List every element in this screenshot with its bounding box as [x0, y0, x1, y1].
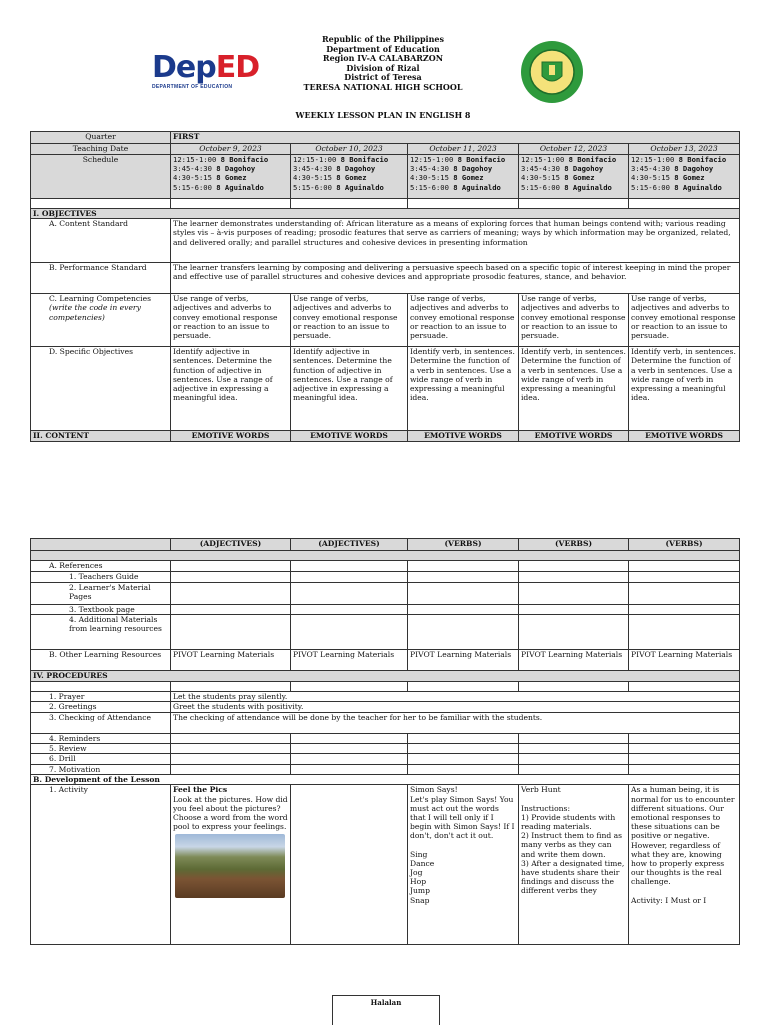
subtopic-row [31, 539, 740, 551]
quarter-row: Quarter FIRST [31, 132, 740, 144]
specific-objective-cell: Identify verb, in sentences. Determine the function of a verb in sentences. Use a wide range of verb in expressing a meaningful idea. [519, 347, 629, 431]
other-resources-row: B. Other Learning Resources PIVOT Learning Materials PIVOT Learning Materials PIVOT Learning Materials PIVOT Learning Materials PIVOT Learning Materials [31, 650, 740, 671]
quarter-value: FIRST [171, 132, 740, 144]
resource-cell: PIVOT Learning Materials [408, 650, 519, 671]
school-header: Republic of the Philippines Department of Education Region IV-A CALABARZON Division of Rizal District of Teresa TERESA NATIONAL HIGH SCHOOL [303, 34, 463, 92]
objectives-heading-row [31, 209, 740, 219]
spacer-row [31, 551, 740, 561]
prayer-row: 1. Prayer Let the students pray silently. [31, 692, 740, 702]
schedule-cell: 12:15-1:00 8 Bonifacio 3:45-4:30 8 Dagohoy 4:30-5:15 8 Gomez 5:15-6:00 8 Aguinaldo [291, 155, 408, 199]
deped-logo: DepED DEPARTMENT OF EDUCATION [152, 50, 260, 90]
activity-cell-3: Simon Says! Let's play Simon Says! You must act out the words that I will tell only if I begin with Simon Says! If I don't, don't act it out. Sing Dance Jog Hop Jump Snap [408, 785, 519, 945]
competency-cell: Use range of verbs, adjectives and adverbs to convey emotional response or reaction to an issue to persuade. [171, 294, 291, 347]
resource-cell: PIVOT Learning Materials [629, 650, 740, 671]
specific-objective-cell: Identify adjective in sentences. Determine the function of adjective in sentences. Use a range of adjective in expressing a meaningful idea. [171, 347, 291, 431]
competency-cell: Use range of verbs, adjectives and adverbs to convey emotional response or reaction to an issue to persuade. [629, 294, 740, 347]
procedures-heading: IV. PROCEDURES [31, 671, 740, 682]
content-row [31, 431, 740, 442]
subtopic-cell: (VERBS) [519, 539, 629, 551]
topic-cell: EMOTIVE WORDS [408, 431, 519, 442]
performance-standard-text: The learner transfers learning by composing and delivering a persuasive speech based on a specific topic of interest keeping in mind the proper and effective use of parallel structures and cohesive devices and appropriate prosodic features, stance, and behavior. [171, 263, 740, 294]
competencies-row [31, 294, 740, 347]
spacer-row [31, 199, 740, 209]
school-seal-icon [520, 40, 584, 104]
date-cell: October 12, 2023 [519, 144, 629, 155]
date-cell: October 13, 2023 [629, 144, 740, 155]
schedule-row: Schedule 12:15-1:00 8 Bonifacio 3:45-4:30 8 Dagohoy 4:30-5:15 8 Gomez 5:15-6:00 8 Aguinaldo 12:15-1:00 8 Bonifacio 3:45-4:30 8 Dagohoy 4:30-5:15 8 Gomez 5:15-6:00 8 Aguinaldo 12:15-1:00 8 Bonifacio 3:45-4:30 8 Dagohoy 4:30-5:15 8 Gomez 5:15-6:00 8 Aguinaldo 12:15-1:00 8 Bonifacio 3:45-4:30 8 Dagohoy 4:30-5:15 8 Gomez 5:15-6:00 8 Aguinaldo 12:15-1:00 8 Bonifacio 3:45-4:30 8 Dagohoy 4:30-5:15 8 Gomez 5:15-6:00 8 Aguinaldo [31, 155, 740, 199]
date-cell: October 11, 2023 [408, 144, 519, 155]
spacer-row [31, 682, 740, 692]
subtopic-cell: (VERBS) [408, 539, 519, 551]
topic-cell: EMOTIVE WORDS [629, 431, 740, 442]
objectives-heading: I. OBJECTIVES [31, 209, 740, 219]
review-row: 5. Review [31, 743, 740, 753]
development-heading-row [31, 775, 740, 785]
plan-title: WEEKLY LESSON PLAN IN ENGLISH 8 [295, 110, 471, 120]
motivation-row: 7. Motivation [31, 765, 740, 775]
activity-cell-2 [291, 785, 408, 945]
schedule-cell: 12:15-1:00 8 Bonifacio 3:45-4:30 8 Dagohoy 4:30-5:15 8 Gomez 5:15-6:00 8 Aguinaldo [519, 155, 629, 199]
content-heading: II. CONTENT [31, 431, 171, 442]
subtopic-cell: (ADJECTIVES) [171, 539, 291, 551]
activity-cell-4: Verb Hunt Instructions: 1) Provide students with reading materials. 2) Instruct them to find as many verbs as they can and write them down. 3) After a designated time, have students share their findings and discuss the different verbs they [519, 785, 629, 945]
teaching-date-row: Teaching Date October 9, 2023 October 10, 2023 October 11, 2023 October 12, 2023 October 13, 2023 [31, 144, 740, 155]
schedule-cell: 12:15-1:00 8 Bonifacio 3:45-4:30 8 Dagohoy 4:30-5:15 8 Gomez 5:15-6:00 8 Aguinaldo [171, 155, 291, 199]
topic-cell: EMOTIVE WORDS [519, 431, 629, 442]
content-standard-row: A. Content Standard The learner demonstrates understanding of: African literature as a means of exploring forces that human beings contend with; various reading styles vis – à-vis purposes of reading; prosodic features that serve as carriers of meaning; ways by which information may be organized, related, and delivered orally; and parallel structures and cohesive devices in presenting information [31, 219, 740, 263]
activity-cell-1: Feel the Pics Look at the pictures. How did you feel about the pictures? Choose a word from the word pool to express your feelings. [171, 785, 291, 945]
competencies-label: C. Learning Competencies (write the code in every competencies) [31, 294, 171, 347]
competency-cell: Use range of verbs, adjectives and adverbs to convey emotional response or reaction to an issue to persuade. [408, 294, 519, 347]
references-row: A. References [31, 561, 740, 572]
activity-cell-5: As a human being, it is normal for us to encounter different situations. Our emotional responses to these situations can be positive or negative. However, regardless of what they are, knowing how to properly express our thoughts is the real challenge. Activity: I Must or I [629, 785, 740, 945]
landscape-picture [175, 834, 285, 898]
competency-cell: Use range of verbs, adjectives and adverbs to convey emotional response or reaction to an issue to persuade. [519, 294, 629, 347]
reference-item-row: 2. Learner's Material Pages [31, 583, 740, 605]
development-heading: B. Development of the Lesson [31, 775, 740, 785]
footer-label: Halalan [332, 995, 440, 1025]
specific-objective-cell: Identify verb, in sentences. Determine the function of a verb in sentences. Use a wide range of verb in expressing a meaningful idea. [629, 347, 740, 431]
reminders-row: 4. Reminders [31, 733, 740, 743]
reference-item-row: 1. Teachers Guide [31, 572, 740, 583]
schedule-cell: 12:15-1:00 8 Bonifacio 3:45-4:30 8 Dagohoy 4:30-5:15 8 Gomez 5:15-6:00 8 Aguinaldo [629, 155, 740, 199]
competency-cell: Use range of verbs, adjectives and adverbs to convey emotional response or reaction to an issue to persuade. [291, 294, 408, 347]
content-standard-text: The learner demonstrates understanding of: African literature as a means of exploring forces that human beings contend with; various reading styles vis – à-vis purposes of reading; prosodic features that serve as carriers of meaning; ways by which information may be organized, related, and delivered orally; and parallel structures and cohesive devices in presenting information [171, 219, 740, 263]
procedures-heading-row [31, 671, 740, 682]
specific-objective-cell: Identify verb, in sentences. Determine the function of a verb in sentences. Use a wide range of verb in expressing a meaningful idea. [408, 347, 519, 431]
greetings-row: 2. Greetings Greet the students with positivity. [31, 702, 740, 712]
lesson-plan-table-bottom [30, 538, 740, 945]
topic-cell: EMOTIVE WORDS [171, 431, 291, 442]
specific-objectives-row: D. Specific Objectives Identify adjective in sentences. Determine the function of adjective in sentences. Use a range of adjective in expressing a meaningful idea. Identify adjective in sentences. Determine the function of adjective in sentences. Use a range of adjective in expressing a meaningful idea. Identify verb, in sentences. Determine the function of a verb in sentences. Use a wide range of verb in expressing a meaningful idea. Identify verb, in sentences. Determine the function of a verb in sentences. Use a wide range of verb in expressing a meaningful idea. Identify verb, in sentences. Determine the function of a verb in sentences. Use a wide range of verb in expressing a meaningful idea. [31, 347, 740, 431]
topic-cell: EMOTIVE WORDS [291, 431, 408, 442]
reference-item-row: 4. Additional Materials from learning resources [31, 615, 740, 650]
page-header [0, 0, 768, 130]
subtopic-cell: (VERBS) [629, 539, 740, 551]
resource-cell: PIVOT Learning Materials [519, 650, 629, 671]
drill-row: 6. Drill [31, 754, 740, 765]
attendance-row: 3. Checking of Attendance The checking of attendance will be done by the teacher for her to be familiar with the students. [31, 712, 740, 733]
resource-cell: PIVOT Learning Materials [171, 650, 291, 671]
reference-item-row: 3. Textbook page [31, 605, 740, 615]
date-cell: October 10, 2023 [291, 144, 408, 155]
subtopic-cell: (ADJECTIVES) [291, 539, 408, 551]
schedule-cell: 12:15-1:00 8 Bonifacio 3:45-4:30 8 Dagohoy 4:30-5:15 8 Gomez 5:15-6:00 8 Aguinaldo [408, 155, 519, 199]
specific-objective-cell: Identify adjective in sentences. Determine the function of adjective in sentences. Use a range of adjective in expressing a meaningful idea. [291, 347, 408, 431]
lesson-plan-table-top [30, 131, 740, 442]
activity-row: 1. Activity Feel the Pics Look at the pictures. How did you feel about the pictures? Choose a word from the word pool to express your feelings. Simon Says! Let's play Simon Says! You must act out the words that I will tell only if I begin with Simon Says! If I don't, don't act it out. Sing Dance Jog Hop Jump Snap Verb Hunt Instructions: 1) Provide students with reading materials. 2) Instruct them to find as many verbs as they can and write them down. 3) After a designated time, have students share their findings and discuss the different verbs they As a human being, it is normal for us to encounter different situations. Our emotional responses to these situations can be positive or negative. However, regardless of what they are, knowing how to properly express our thoughts is the real challenge. Activity: I Must or I [31, 785, 740, 945]
date-cell: October 9, 2023 [171, 144, 291, 155]
resource-cell: PIVOT Learning Materials [291, 650, 408, 671]
performance-standard-row: B. Performance Standard The learner transfers learning by composing and delivering a persuasive speech based on a specific topic of interest keeping in mind the proper and effective use of parallel structures and cohesive devices and appropriate prosodic features, stance, and behavior. [31, 263, 740, 294]
